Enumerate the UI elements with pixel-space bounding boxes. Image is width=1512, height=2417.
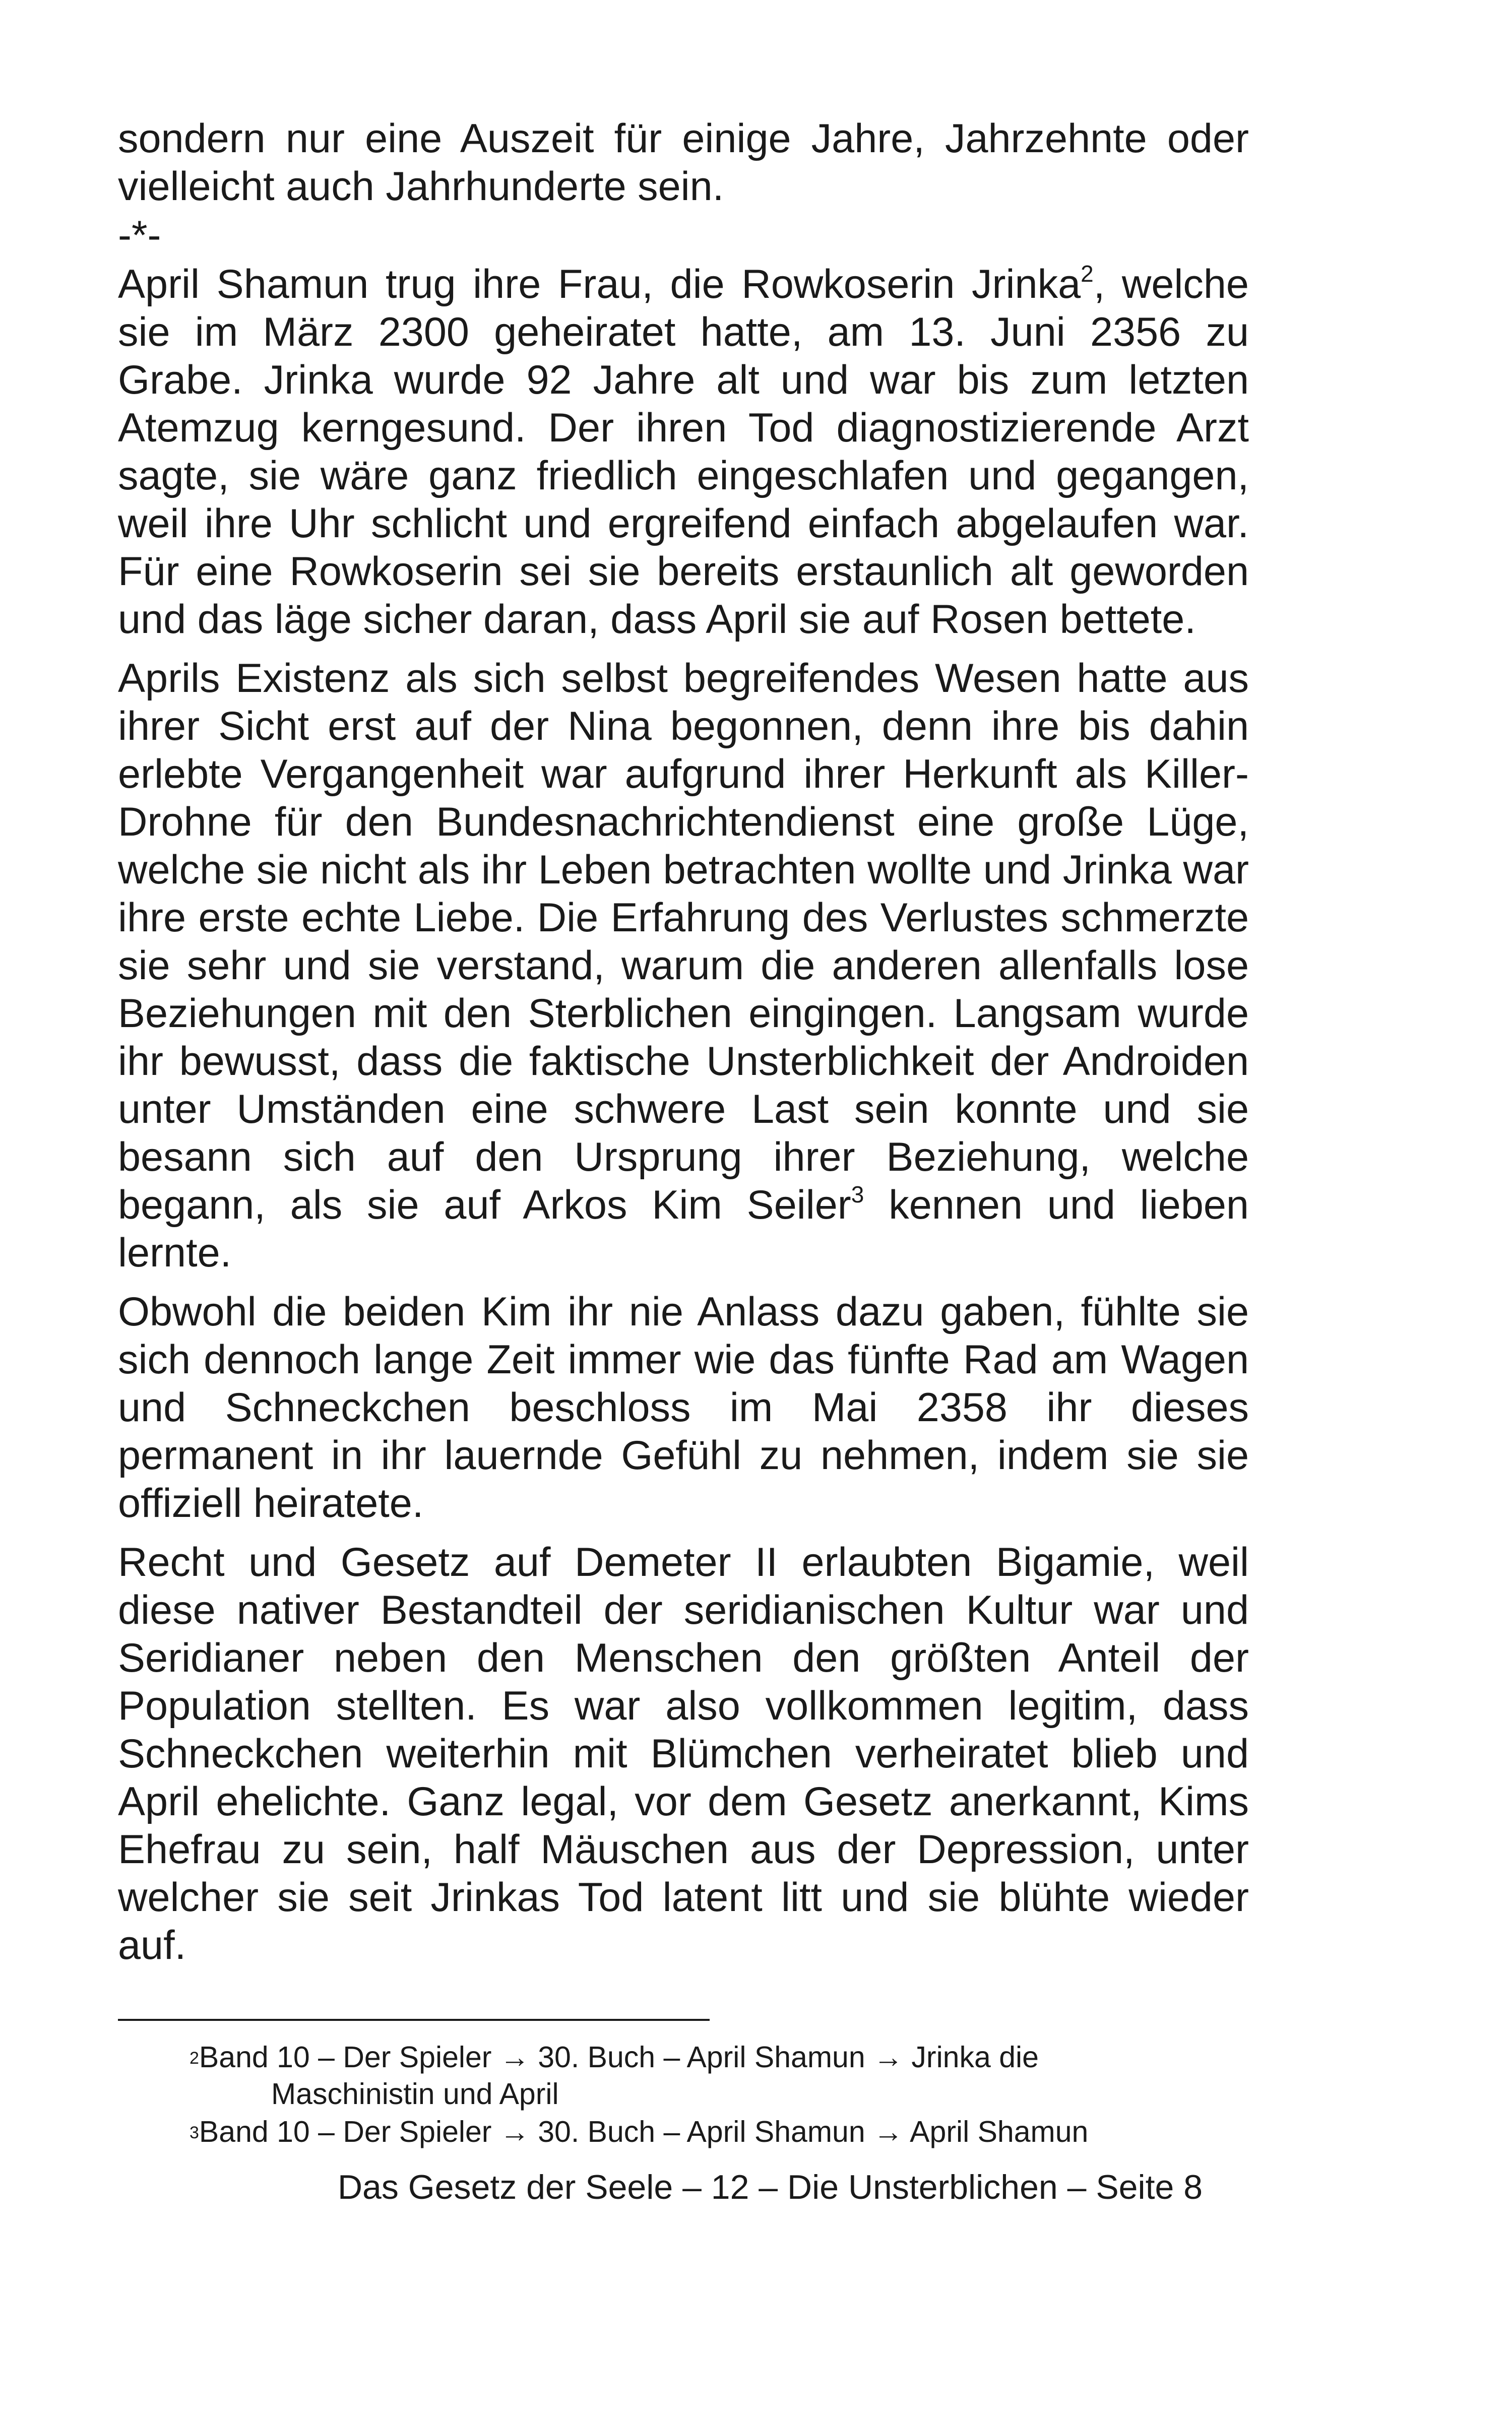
footnote-text: Band 10 – Der Spieler → 30. Buch – April Shamun → Jrinka die — [199, 2041, 1039, 2074]
page-footer: Das Gesetz der Seele – 12 – Die Unsterblichen – Seite 8 — [337, 2168, 1203, 2206]
paragraph-text: Aprils Existenz als sich selbst begreifendes Wesen hatte aus ihrer Sicht erst auf der Nina begonnen, denn ihre bis dahin erlebte Vergangenheit war aufgrund ihrer Herkunft als Killer-Drohne für den Bundesnachrichtendienst eine große Lüge, welche sie nicht als ihr Leben betrachten wollte und Jrinka war ihre erste echte Liebe. Die Erfahrung des Verlustes schmerzte sie sehr und sie verstand, warum die anderen allenfalls lose Beziehungen mit den Sterblichen eingingen. Langsam wurde ihr bewusst, dass die faktische Unsterblichkeit der Androiden unter Umständen eine schwere Last sein konnte und sie besann sich auf den Ursprung ihrer Beziehung, welche begann, als sie auf Arkos Kim Seiler — [118, 656, 1249, 1228]
footnote-mark: 3 — [190, 2123, 199, 2142]
section-separator: -*- — [118, 213, 161, 258]
footnote-mark: 2 — [190, 2049, 199, 2068]
main-text — [118, 115, 1249, 1981]
footnote-text: Band 10 – Der Spieler → 30. Buch – April Shamun → April Shamun — [199, 2115, 1089, 2148]
paragraph-jrinka — [118, 261, 1249, 644]
footnote-text-continuation: Maschinistin und April — [271, 2077, 559, 2111]
footnote-3 — [190, 2114, 1248, 2150]
footnote-divider — [118, 2019, 710, 2021]
paragraph-text: kennen und lieben lernte. — [118, 1182, 1249, 1276]
paragraph-april-existence — [118, 655, 1249, 1277]
paragraph-text: , welche sie im März 2300 geheiratet hatte, am 13. Juni 2356 zu Grabe. Jrinka wurde 92 Jahre alt und war bis zum letzten Atemzug kerngesund. Der ihren Tod diagnostizierende Arzt sagte, sie wäre ganz friedlich eingeschlafen und gegangen, weil ihre Uhr schlicht und ergreifend einfach abgelaufen war. Für eine Rowkoserin sei sie bereits erstaunlich alt geworden und das läge sicher daran, dass April sie auf Rosen bettete. — [118, 262, 1249, 642]
paragraph-text: April Shamun trug ihre Frau, die Rowkoserin Jrinka — [118, 262, 1081, 307]
paragraph-continuation: sondern nur eine Auszeit für einige Jahre, Jahrzehnte oder vielleicht auch Jahrhunderte sein. — [118, 116, 1249, 209]
footnote-reference-3[interactable]: 3 — [851, 1181, 864, 1207]
footnote-reference-2[interactable]: 2 — [1081, 261, 1094, 287]
paragraph-kim: Obwohl die beiden Kim ihr nie Anlass dazu gaben, fühlte sie sich dennoch lange Zeit immer wie das fünfte Rad am Wagen und Schneckchen beschloss im Mai 2358 ihr dieses permanent in ihr lauernde Gefühl zu nehmen, indem sie sie offiziell heiratete. — [118, 1289, 1249, 1526]
footnote-2 — [190, 2039, 1248, 2113]
paragraph-demeter: Recht und Gesetz auf Demeter II erlaubten Bigamie, weil diese nativer Bestandteil der seridianischen Kultur war und Seridianer neben den Menschen den größten Anteil der Population stellten. Es war also vollkommen legitim, dass Schneckchen weiterhin mit Blümchen verheiratet blieb und April ehelichte. Ganz legal, vor dem Gesetz anerkannt, Kims Ehefrau zu sein, half Mäuschen aus der Depression, unter welcher sie seit Jrinkas Tod latent litt und sie blühte wieder auf. — [118, 1540, 1249, 1968]
footnotes — [190, 2039, 1248, 2151]
